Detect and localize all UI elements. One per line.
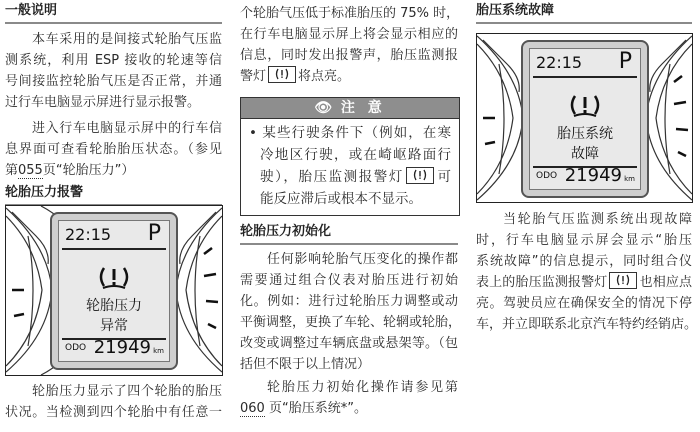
odo-label: ODO [536,171,558,181]
tpms-warning-lamp-icon [609,272,637,289]
odometer-value: 21949 [564,165,622,186]
section-heading-tpms-fault: 胎压系统故障 [476,2,692,24]
warning-message-line1: 轮胎压力 [86,298,142,314]
display-screen [529,48,641,190]
text-line [240,66,458,87]
page-reference-link[interactable]: 060 [240,401,265,416]
text-line: 平衡调整，更换了车轮、轮辋或轮胎， [240,315,462,330]
clock-readout: 22:15 [65,225,112,244]
text: 将点亮。 [298,69,351,84]
general-paragraph-2 [5,118,222,181]
text-line: 车，并立即联系北京汽车特约经销店。 [476,317,698,332]
text: 表上的胎压监测报警灯 [476,275,608,290]
display-screen [58,220,170,362]
tpms-fault-paragraph [476,209,698,335]
text-line [476,272,692,293]
text-line: 括但不限于以上情况） [240,357,371,372]
left-column [5,2,222,206]
odometer-value: 21949 [93,337,151,358]
text-line: 进入行车电脑显示屏中的行车信 [32,121,222,136]
text-line: 任何影响轮胎气压变化的操作都 [267,252,458,267]
initialization-reference [240,377,458,419]
text-line: 号间接监控轮胎气压是否正常，并通 [5,74,222,89]
text: 也相应点 [639,275,692,290]
middle-initialization-section [240,223,462,419]
text-line: 系统故障”的信息提示，同时组合仪 [476,254,692,269]
text: 警灯 [240,69,267,84]
text: 页“轮胎压力”） [42,163,135,178]
text-line: 当轮胎气压监测系统出现故障 [503,212,692,227]
right-heading-wrap [476,2,692,24]
text-line: 轮胎压力初始化操作请参见第 [267,380,458,395]
text-line: 信息，同时发出报警声，胎压监测报 [240,48,458,63]
text-line: 状况。当检测到四个轮胎中有任意一 [5,405,222,420]
tpms-warning-lamp-icon [268,66,296,83]
odo-label: ODO [65,343,87,353]
text-line: 轮胎压力显示了四个轮胎的胎压 [32,384,222,399]
text-line: 个轮胎气压低于标准胎压的 75% 时， [240,6,460,21]
cluster-display [521,40,649,198]
caution-body [241,119,459,210]
text-line: 改变或调整过车辆底盘或悬架等。（包 [240,336,458,351]
text-line: 化。例如：进行过轮胎压力调整或动 [240,294,458,309]
odometer-unit: km [153,347,164,355]
tire-pressure-warning-icon [566,93,604,119]
tire-pressure-warning-icon [95,265,133,291]
warning-message-line2: 故障 [571,146,599,162]
text-line: 本车采用的是间接式轮胎气压监 [32,32,222,47]
caution-title: 注 意 [340,100,386,116]
text-line: 需要通过组合仪表对胎压进行初始 [240,273,458,288]
warning-message-line2: 异常 [100,318,128,334]
eye-icon: 👁 [314,100,333,116]
text-line: • 某些行驶条件下（例如，在寒 [249,125,451,141]
section-heading-general: 一般说明 [5,2,222,24]
cluster-figure-tpms-fault [476,33,693,203]
caution-header [241,98,459,119]
divider [62,248,166,250]
text-line: 亮。驾驶员应在确保安全的情况下停 [476,296,692,311]
text-line [249,166,451,188]
divider [533,76,637,78]
section-heading-tire-pressure-warning: 轮胎压力报警 [5,184,222,206]
text-line: 测系统，利用 ESP 接收的轮速等信 [5,53,222,68]
text-line: 时，行车电脑显示屏会显示“胎压 [476,233,692,248]
middle-paragraph-1 [240,3,458,87]
gear-indicator: P [618,49,632,74]
gear-indicator: P [147,221,161,246]
page-reference-link[interactable]: 055 [18,163,43,178]
odometer-unit: km [624,175,635,183]
text: 驶），胎压监测报警灯 [260,169,404,185]
tpms-warning-lamp-icon [406,167,434,184]
text-line: 过行车电脑显示屏进行显示报警。 [5,95,201,110]
text: 可 [435,169,452,185]
section-heading-initialization: 轮胎压力初始化 [240,223,458,245]
caution-notice-box [240,97,460,216]
text: 页“胎压系统*”。 [268,401,367,416]
text-line [5,160,222,181]
text-line [240,398,458,419]
clock-readout: 22:15 [536,53,583,72]
text-line: 在行车电脑显示屏上将会显示相应的 [240,27,458,42]
cluster-display [50,212,178,370]
text-line: 息界面可查看轮胎胎压状态。（参见 [5,142,222,157]
text-line: 冷地区行驶，或在崎岖路面行 [260,147,451,163]
tire-warning-paragraph [5,381,222,423]
warning-message-line1: 胎压系统 [557,126,613,142]
text-line: 能反应滞后或根本不显示。 [260,191,422,207]
text: 第 [5,163,19,178]
cluster-figure-tire-warning [5,205,223,376]
initialization-paragraph [240,249,462,375]
general-paragraph-1 [5,29,222,113]
